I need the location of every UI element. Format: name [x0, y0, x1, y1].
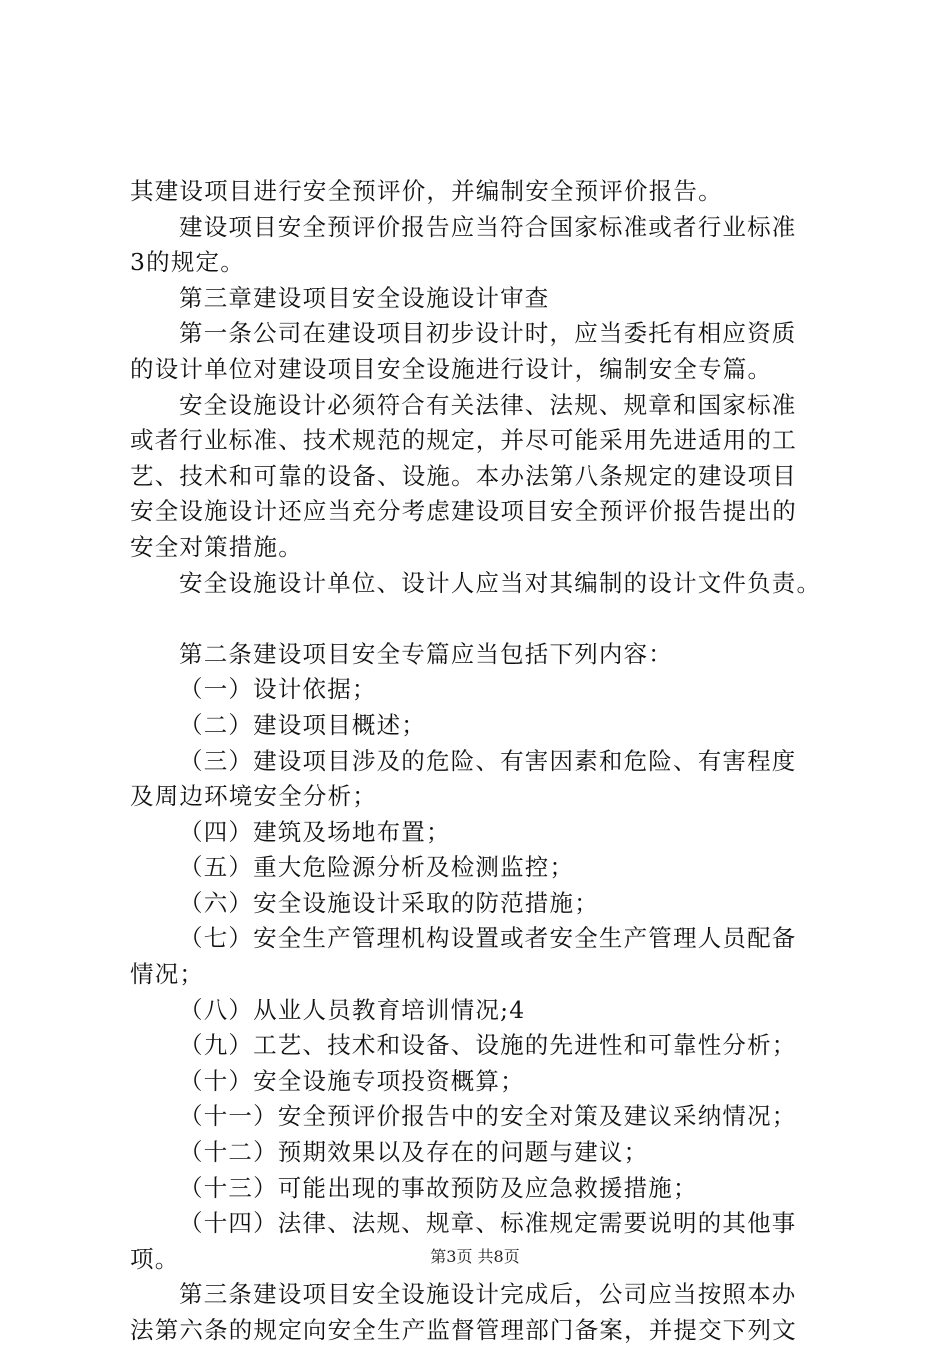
text-line: 或者行业标准、技术规范的规定，并尽可能采用先进适用的工 [130, 426, 797, 455]
text-line: （五）重大危险源分析及检测监控； [179, 853, 575, 882]
text-line: 情况； [130, 960, 205, 989]
text-line: （一）设计依据； [179, 675, 377, 704]
text-line: （八）从业人员教育培训情况;4 [179, 995, 526, 1024]
text-line: （十四）法律、法规、规章、标准规定需要说明的其他事 [179, 1209, 797, 1238]
text-line: （四）建筑及场地布置； [179, 817, 451, 846]
text-line: 艺、技术和可靠的设备、设施。本办法第八条规定的建设项目 [130, 461, 797, 490]
text-line: 安全设施设计单位、设计人应当对其编制的设计文件负责。 [179, 568, 822, 597]
text-line: （十二）预期效果以及存在的问题与建议； [179, 1138, 649, 1167]
text-line: 法第六条的规定向安全生产监督管理部门备案，并提交下列文 [130, 1316, 797, 1344]
text-line: （三）建设项目涉及的危险、有害因素和危险、有害程度 [179, 746, 797, 775]
text-line: 的设计单位对建设项目安全设施进行设计，编制安全专篇。 [130, 354, 773, 383]
text-line: 安全设施设计必须符合有关法律、法规、规章和国家标准 [179, 390, 797, 419]
text-line: （十一）安全预评价报告中的安全对策及建议采纳情况； [179, 1102, 797, 1131]
text-line: 建设项目安全预评价报告应当符合国家标准或者行业标准 [179, 212, 797, 241]
text-line: 3的规定。 [130, 248, 245, 277]
text-line: 项。 [130, 1244, 180, 1273]
text-line: （十三）可能出现的事故预防及应急救援措施； [179, 1173, 698, 1202]
text-line: 第三章建设项目安全设施设计审查 [179, 283, 550, 312]
text-line: （十）安全设施专项投资概算； [179, 1066, 525, 1095]
document-body [130, 174, 842, 1349]
text-line: 第二条建设项目安全专篇应当包括下列内容： [179, 639, 673, 668]
text-line: 第一条公司在建设项目初步设计时，应当委托有相应资质 [179, 319, 797, 348]
text-line: （九）工艺、技术和设备、设施的先进性和可靠性分析； [179, 1031, 797, 1060]
page-footer: 第3页 共8页 [430, 1247, 520, 1266]
text-line: 第三条建设项目安全设施设计完成后，公司应当按照本办 [179, 1280, 797, 1309]
blank-line [130, 601, 842, 637]
text-line: 及周边环境安全分析； [130, 782, 377, 811]
text-line: 安全对策措施。 [130, 532, 303, 561]
text-line: 安全设施设计还应当充分考虑建设项目安全预评价报告提出的 [130, 497, 797, 526]
text-line: （二）建设项目概述； [179, 710, 426, 739]
text-line: 其建设项目进行安全预评价，并编制安全预评价报告。 [130, 177, 723, 205]
text-line: （七）安全生产管理机构设置或者安全生产管理人员配备 [179, 924, 797, 953]
text-line: （六）安全设施设计采取的防范措施； [179, 888, 599, 917]
